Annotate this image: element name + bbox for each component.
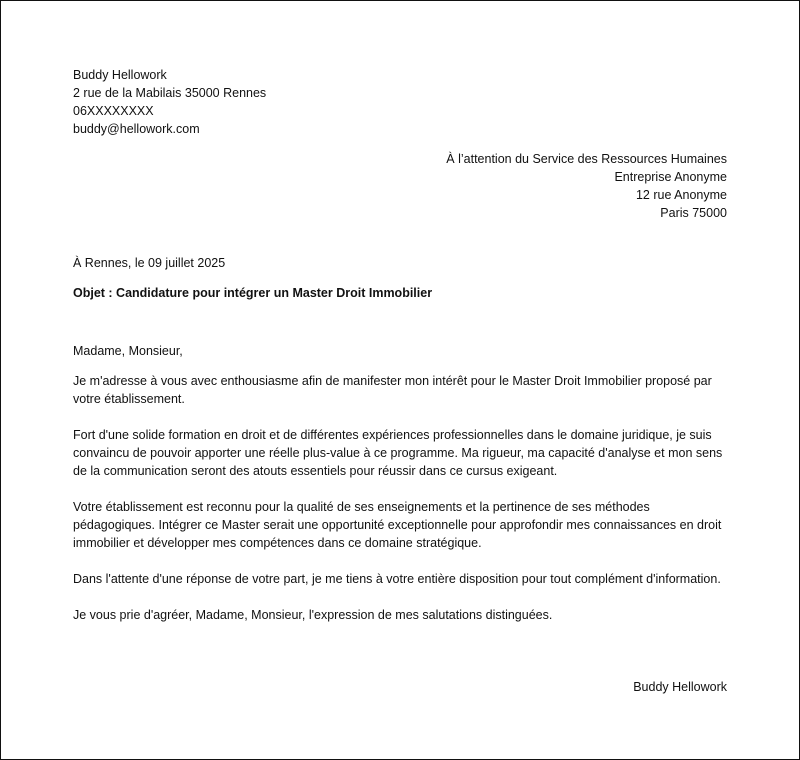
recipient-attention: À l’attention du Service des Ressources Humaines: [446, 152, 727, 166]
recipient-street: 12 rue Anonyme: [635, 188, 727, 202]
signature: Buddy Hellowork: [633, 680, 727, 694]
recipient-block: [446, 150, 727, 222]
letter-date: À Rennes, le 09 juillet 2025: [73, 256, 226, 270]
recipient-city: Paris 75000: [660, 206, 727, 220]
letter-subject: Objet : Candidature pour intégrer un Master Droit Immobilier: [73, 286, 433, 300]
body-paragraph: Je m'adresse à vous avec enthousiasme afin de manifester mon intérêt pour le Master Droit Immobilier proposé par votre établissement.: [73, 374, 712, 406]
body-paragraph: Fort d'une solide formation en droit et de différentes expériences professionnelles dans le domaine juridique, je suis convaincu de pouvoir apporter une réelle plus-value à ce programme. Ma rigueur, ma capacité d'analyse et mon sens de la communication seront des atouts essentiels pour réussir dans ce cursus exigeant.: [73, 428, 723, 478]
recipient-company: Entreprise Anonyme: [614, 170, 727, 184]
body-paragraph: Votre établissement est reconnu pour la qualité de ses enseignements et la pertinence de ses méthodes pédagogiques. Intégrer ce Master serait une opportunité exceptionnelle pour approfondir mes connaissances en droit immobilier et développer mes compétences dans ce domaine stratégique.: [73, 500, 722, 550]
sender-name: Buddy Hellowork: [73, 68, 167, 82]
body-paragraph: Dans l'attente d'une réponse de votre part, je me tiens à votre entière disposition pour tout complément d'information.: [73, 572, 721, 586]
sender-address: 2 rue de la Mabilais 35000 Rennes: [73, 86, 267, 100]
sender-block: [73, 66, 266, 138]
sender-email: buddy@hellowork.com: [73, 122, 200, 136]
greeting: Madame, Monsieur,: [73, 344, 183, 358]
closing-paragraph: Je vous prie d'agréer, Madame, Monsieur, l'expression de mes salutations distinguées.: [73, 608, 553, 622]
letter-body: [73, 342, 733, 642]
sender-phone: 06XXXXXXXX: [73, 104, 154, 118]
